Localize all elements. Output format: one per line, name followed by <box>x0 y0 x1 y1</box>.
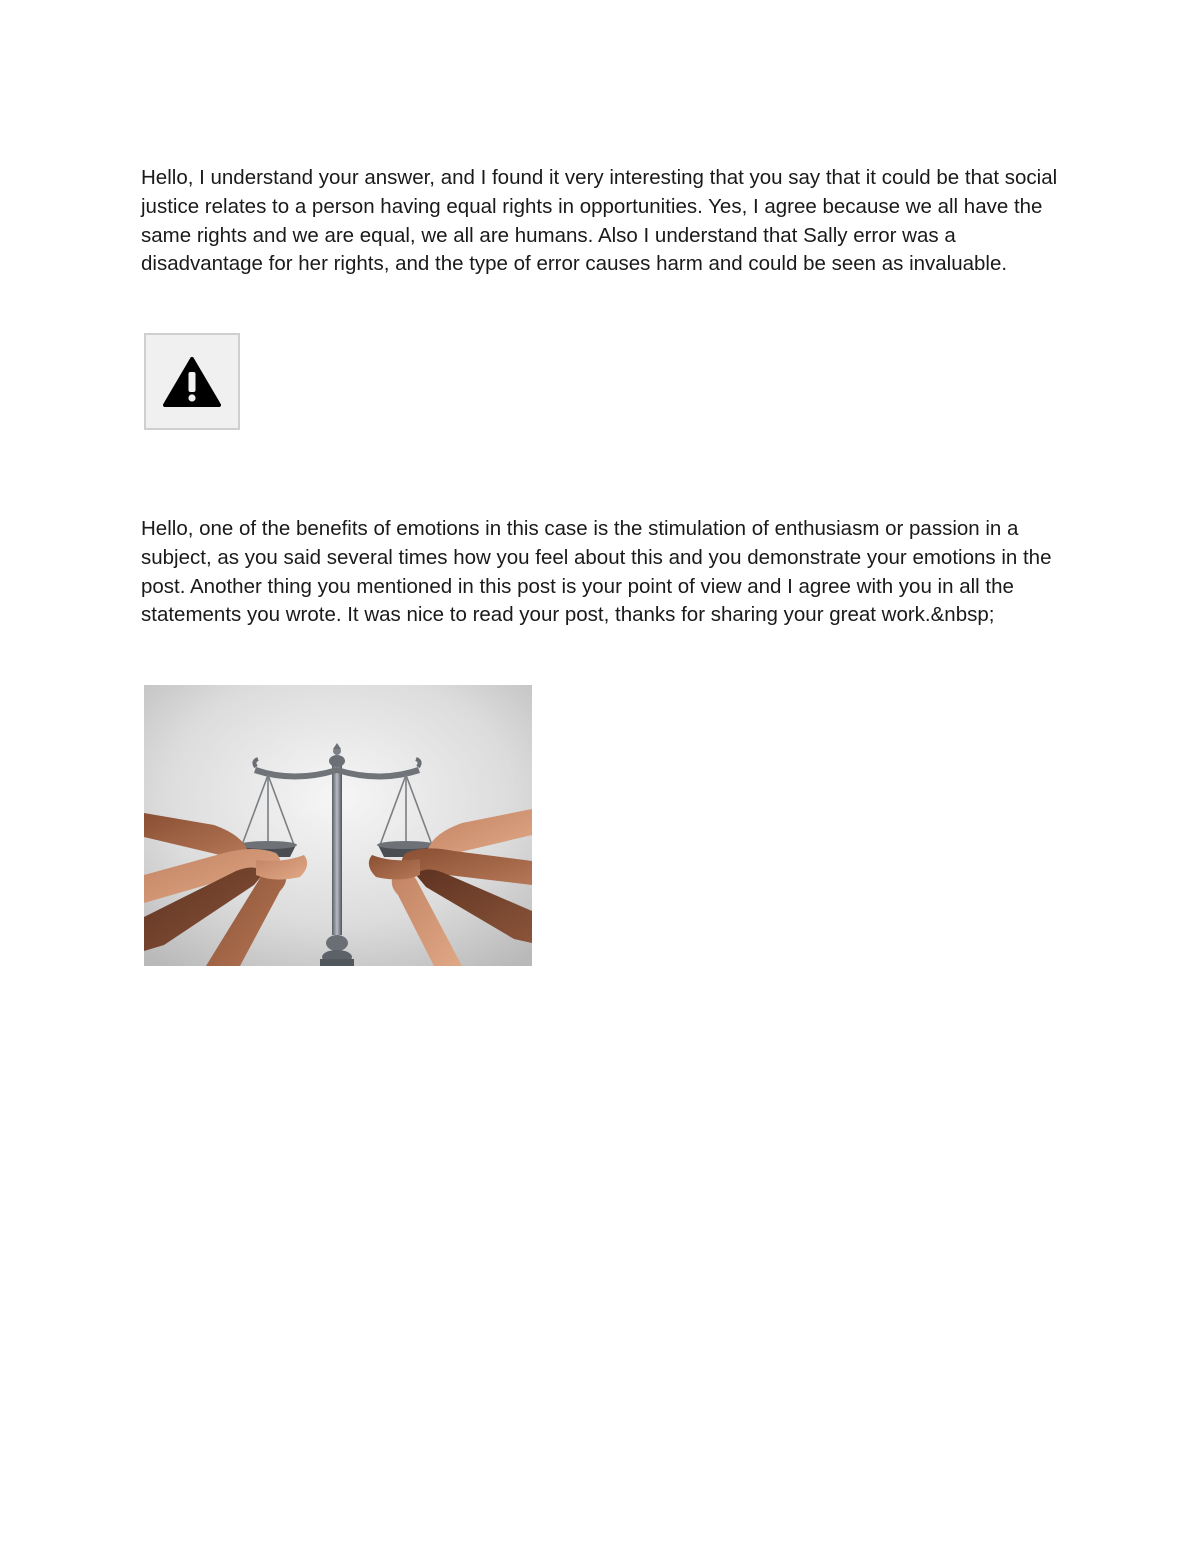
broken-image-placeholder <box>144 333 240 430</box>
scales-of-justice-photo <box>144 685 532 966</box>
scales-of-justice-hands-photo <box>144 685 532 966</box>
paragraph-1: Hello, I understand your answer, and I found it very interesting that you say that it could be that social justice relates to a person having equal rights in opportunities. Yes, I agree because we all have the same rights and we are equal, we all are humans. Also I understand that Sally error was a disadvantage for her rights, and the type of error causes harm and could be seen as invaluable. <box>141 166 1058 276</box>
warning-icon <box>163 356 221 408</box>
paragraph-2: Hello, one of the benefits of emotions in this case is the stimulation of enthusiasm or passion in a subject, as you said several times how you feel about this and you demonstrate your emotions in the post. Another thing you mentioned in this post is your point of view and I agree with you in all the statements you wrote. It was nice to read your post, thanks for sharing your great work.&nbsp; <box>141 517 1052 627</box>
